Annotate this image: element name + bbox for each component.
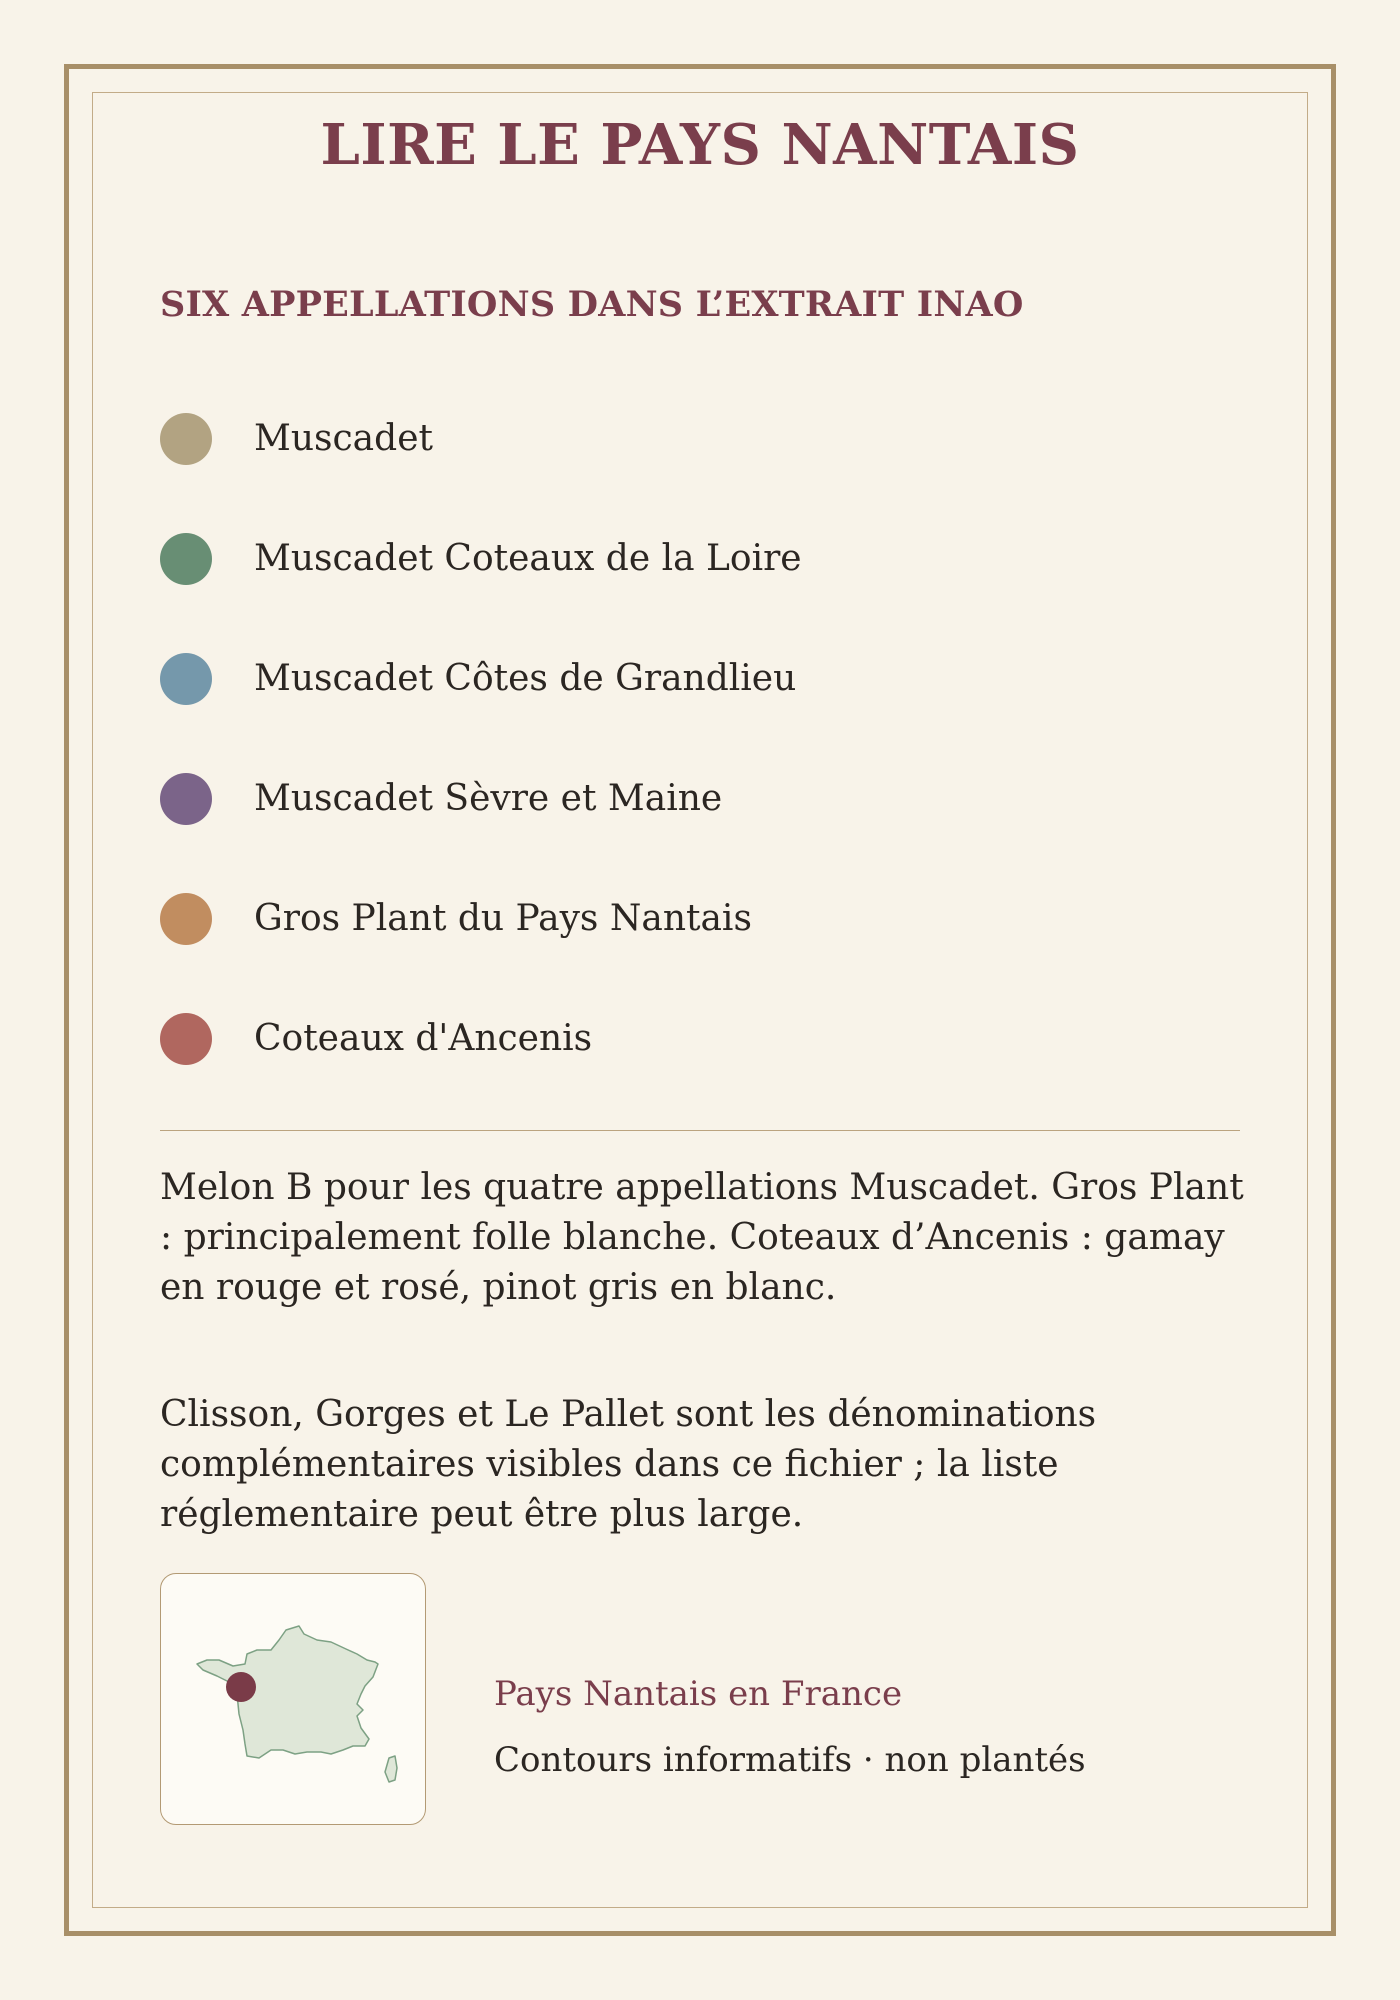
appellation-item — [160, 650, 1240, 770]
appellation-item — [160, 770, 1240, 890]
france-map-card — [160, 1573, 426, 1825]
denominations-note: Clisson, Gorges et Le Pallet sont les dénominations complémentaires visibles dans ce fichier ; la liste réglementaire peut être plus large. — [160, 1394, 1097, 1535]
appellation-label: Muscadet Côtes de Grandlieu — [254, 658, 797, 699]
appellation-item — [160, 530, 1240, 650]
appellation-item — [160, 1010, 1240, 1130]
section-divider — [160, 1130, 1240, 1131]
appellation-label: Gros Plant du Pays Nantais — [254, 898, 752, 939]
appellation-label: Coteaux d'Ancenis — [254, 1018, 593, 1059]
page-title: LIRE LE PAYS NANTAIS — [320, 112, 1080, 178]
section-subtitle: SIX APPELLATIONS DANS L’EXTRAIT INAO — [160, 284, 1024, 325]
grape-varieties-note: Melon B pour les quatre appellations Muscadet. Gros Plant : principalement folle blanche. Coteaux d’Ancenis : gamay en rouge et rosé, pinot gris en blanc. — [160, 1167, 1244, 1308]
appellation-color-dot — [160, 653, 212, 705]
appellation-color-dot — [160, 893, 212, 945]
appellation-color-dot — [160, 773, 212, 825]
map-caption-title: Pays Nantais en France — [494, 1674, 903, 1714]
appellation-item — [160, 410, 1240, 530]
france-mainland-outline — [197, 1626, 378, 1758]
appellation-label: Muscadet Sèvre et Maine — [254, 778, 723, 819]
appellation-list — [160, 410, 1240, 1130]
corsica-outline — [385, 1756, 397, 1782]
pays-nantais-marker — [226, 1672, 256, 1702]
appellation-item — [160, 890, 1240, 1010]
appellation-label: Muscadet — [254, 418, 433, 459]
appellation-label: Muscadet Coteaux de la Loire — [254, 538, 802, 579]
appellation-color-dot — [160, 533, 212, 585]
map-caption-subtitle: Contours informatifs · non plantés — [494, 1740, 1086, 1780]
appellation-color-dot — [160, 413, 212, 465]
appellation-color-dot — [160, 1013, 212, 1065]
france-map-icon — [161, 1574, 427, 1826]
